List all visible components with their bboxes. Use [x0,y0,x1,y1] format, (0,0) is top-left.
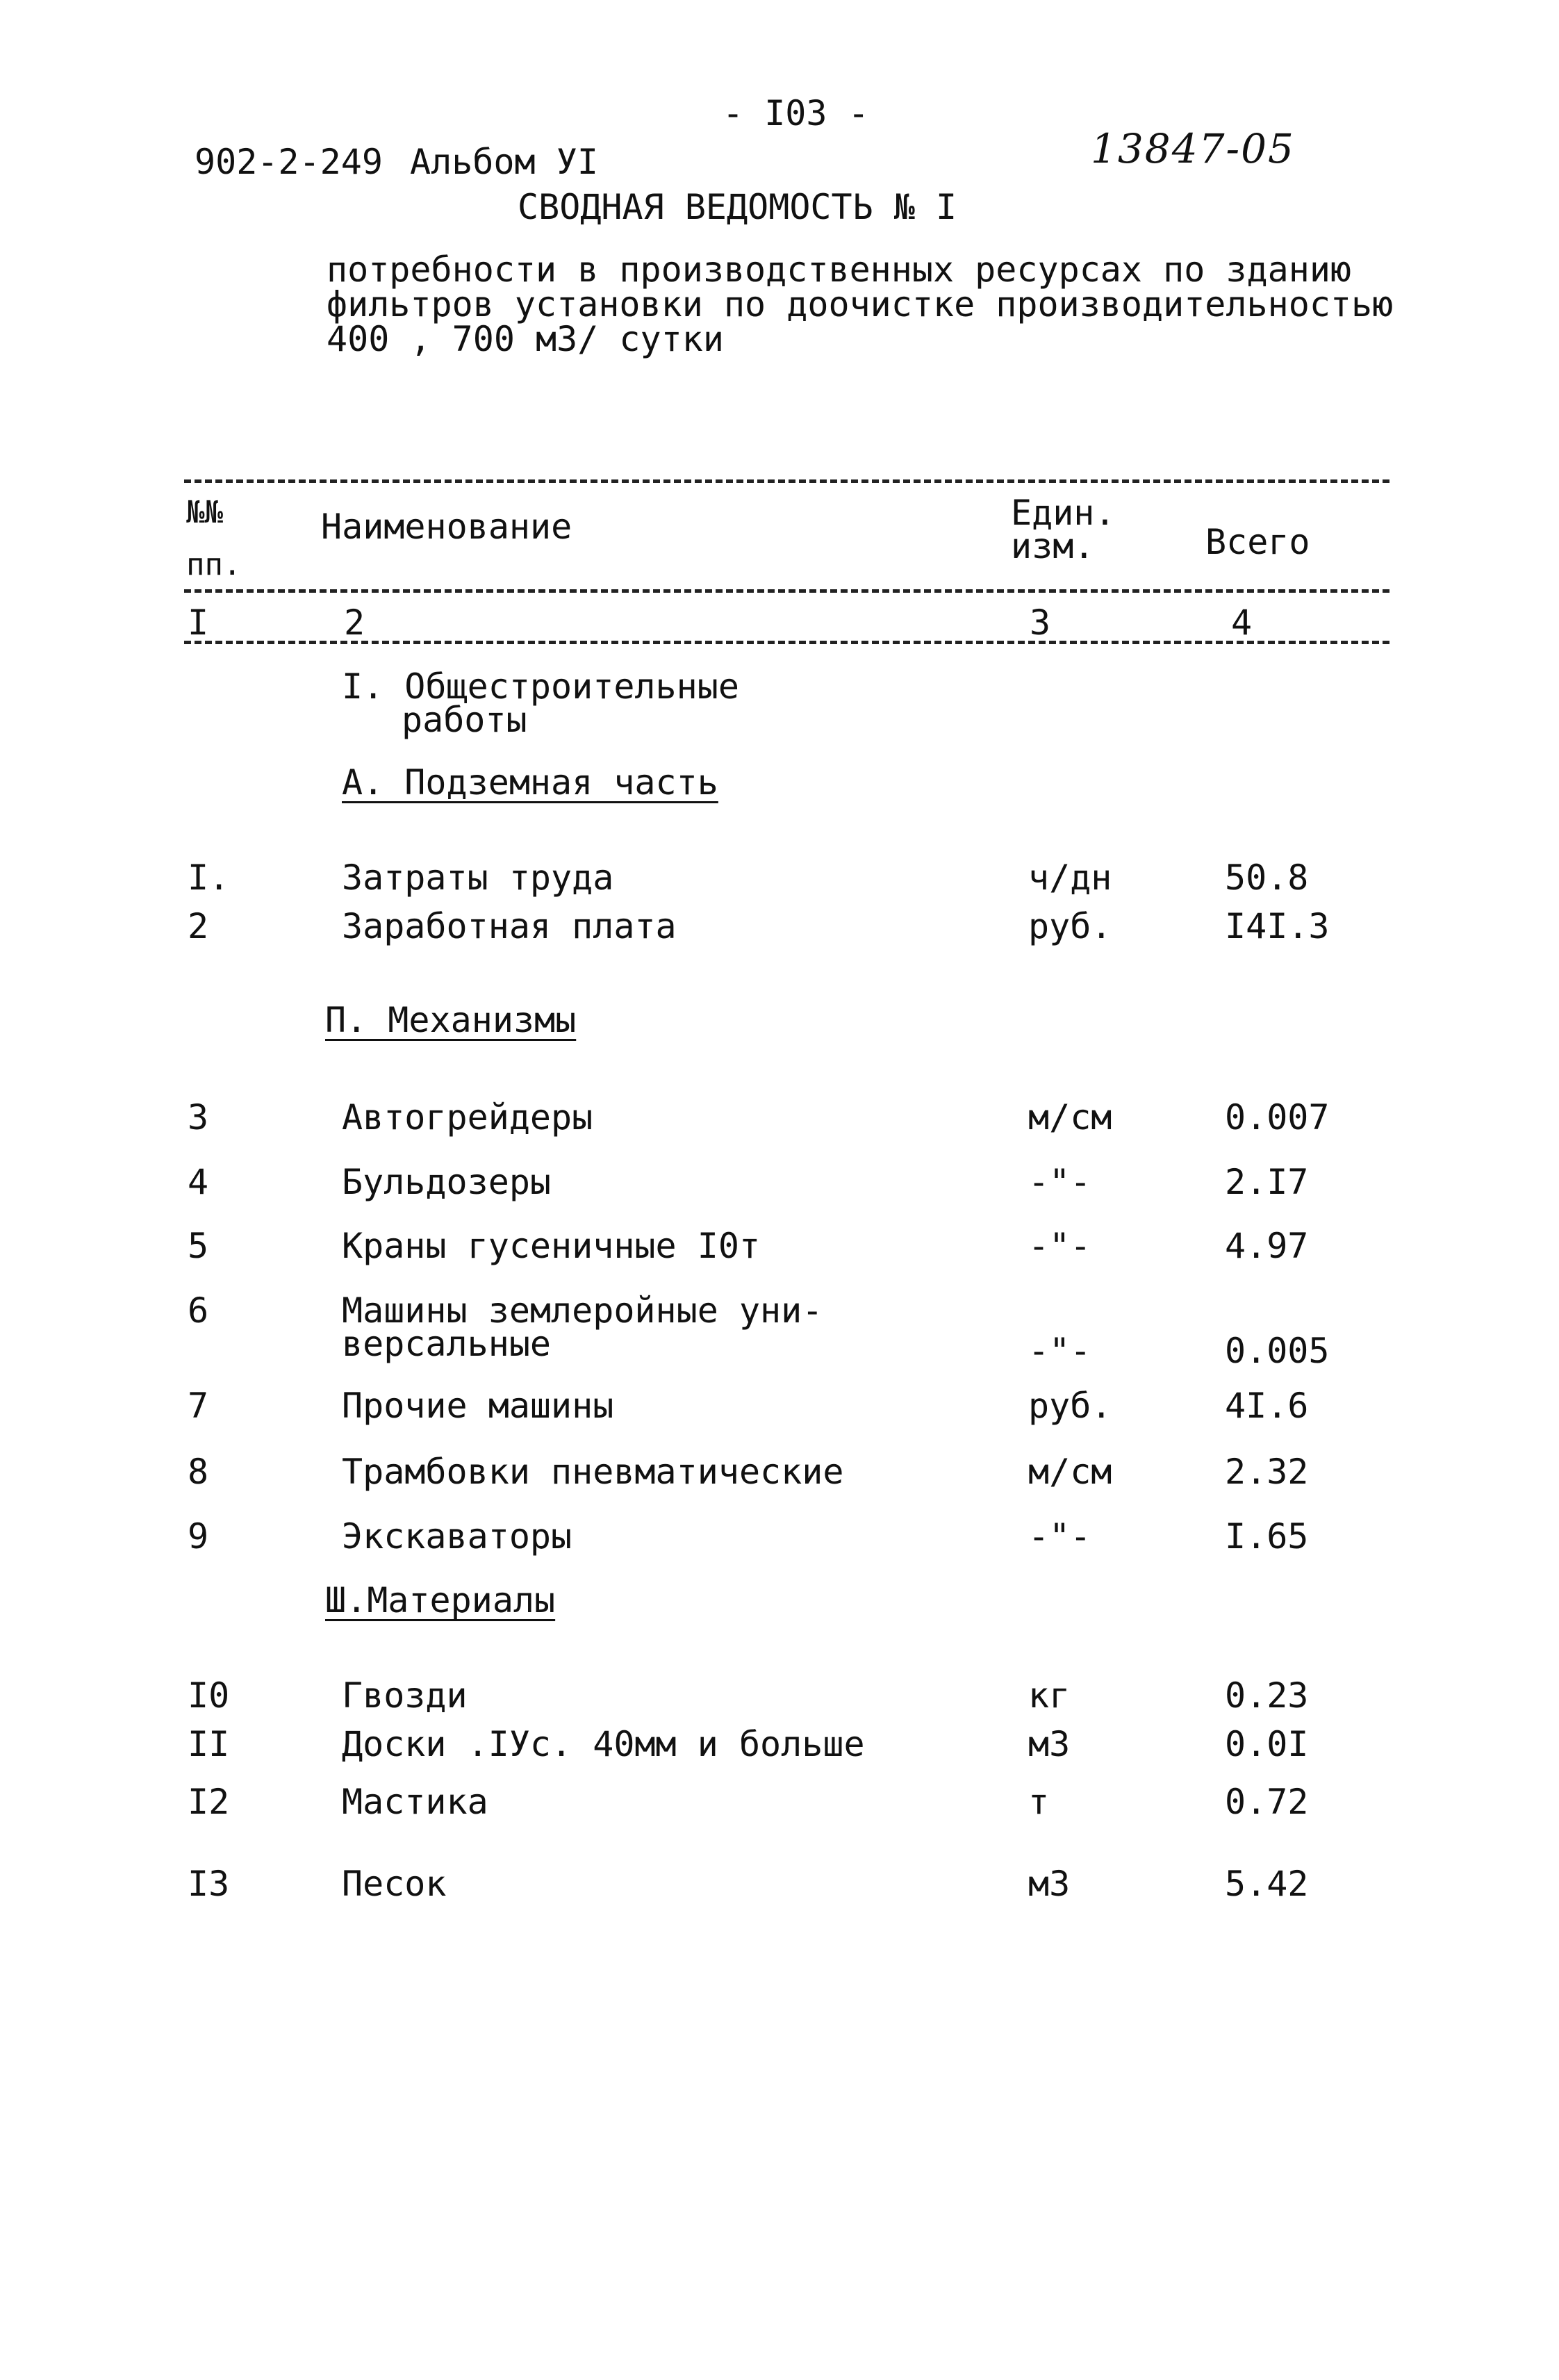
col-header-num-1: №№ [186,495,223,530]
col-header-unit-2: изм. [1011,526,1095,566]
section-3-title: Ш.Материалы [325,1580,556,1620]
row-total: 4I.6 [1225,1386,1309,1426]
row-unit: м/см [1028,1452,1112,1492]
table-row [0,1386,1559,1435]
row-unit: кг [1028,1675,1071,1716]
row-total: 2.I7 [1225,1162,1309,1202]
row-name-cont: версальные [342,1324,552,1364]
subsection-a-title: А. Подземная часть [342,762,718,803]
table-row [0,858,1559,907]
page-number: - I03 - [723,93,869,133]
table-row [0,1676,1559,1725]
row-unit: м3 [1028,1864,1071,1904]
table-row [0,1226,1559,1275]
row-total: I.65 [1225,1516,1309,1557]
table-row [0,1782,1559,1831]
row-unit: ч/дн [1028,857,1112,898]
row-num: 9 [188,1516,209,1557]
row-num: 6 [188,1290,209,1331]
row-num: 4 [188,1162,209,1202]
row-name: Краны гусеничные I0т [342,1226,761,1266]
col-header-num-2: пп. [186,547,242,582]
col-number-3: 3 [1030,602,1051,643]
row-num: 5 [188,1226,209,1266]
col-header-total: Всего [1205,522,1310,562]
row-unit: руб. [1028,1386,1112,1426]
row-name: Затраты труда [342,857,614,898]
table-row [0,1517,1559,1566]
row-total: 50.8 [1225,857,1309,898]
document-code: 902-2-249 [195,142,383,182]
row-num: I2 [188,1782,230,1822]
table-header-rule [184,589,1389,593]
row-unit: -"- [1028,1226,1091,1266]
table-row [0,1098,1559,1147]
row-total: 0.007 [1225,1097,1330,1138]
row-name: Автогрейдеры [342,1097,593,1138]
table-top-rule [184,479,1389,483]
row-unit: -"- [1028,1516,1091,1557]
row-name: Заработная плата [342,906,677,946]
table-row [0,1452,1559,1501]
table-row [0,1163,1559,1211]
row-unit: -"- [1028,1331,1091,1371]
row-name: Песок [342,1864,447,1904]
row-name: Доски .IУс. 40мм и больше [342,1724,865,1764]
row-name: Мастика [342,1782,488,1822]
row-num: I0 [188,1675,230,1716]
col-header-name: Наименование [321,507,572,547]
row-total: 5.42 [1225,1864,1309,1904]
subtitle-line-3: 400 , 700 м3/ сутки [327,319,724,359]
table-row [0,1291,1559,1381]
col-number-4: 4 [1231,602,1253,643]
section-1-title-cont: работы [402,700,527,740]
table-number-rule [184,641,1389,644]
row-num: II [188,1724,230,1764]
row-unit: т [1028,1782,1050,1822]
row-unit: м3 [1028,1724,1071,1764]
col-number-1: I [188,602,209,643]
handwritten-number: 13847-05 [1091,125,1295,172]
row-name: Машины землеройные уни- [342,1290,823,1331]
section-2-title: П. Механизмы [325,1000,577,1040]
row-unit: -"- [1028,1162,1091,1202]
row-name: Прочие машины [342,1386,614,1426]
row-total: I4I.3 [1225,906,1330,946]
album-label: Альбом УI [410,142,598,182]
table-row [0,1864,1559,1913]
subtitle-line-2: фильтров установки по доочистке производительностью [327,284,1394,325]
row-name: Экскаваторы [342,1516,572,1557]
page-title: СВОДНАЯ ВЕДОМОСТЬ № I [518,187,957,227]
row-total: 0.0I [1225,1724,1309,1764]
table-row [0,1725,1559,1773]
row-total: 0.72 [1225,1782,1309,1822]
row-num: I3 [188,1864,230,1904]
row-total: 0.005 [1225,1331,1330,1371]
row-num: 3 [188,1097,209,1138]
section-1-title: I. Общестроительные [342,666,739,707]
col-number-2: 2 [344,602,365,643]
row-name: Гвозди [342,1675,468,1716]
row-name: Трамбовки пневматические [342,1452,844,1492]
row-num: I. [188,857,230,898]
row-name: Бульдозеры [342,1162,552,1202]
row-unit: руб. [1028,906,1112,946]
row-unit: м/см [1028,1097,1112,1138]
row-total: 2.32 [1225,1452,1309,1492]
col-header-unit-1: Един. [1011,493,1116,533]
row-num: 8 [188,1452,209,1492]
row-total: 0.23 [1225,1675,1309,1716]
row-num: 2 [188,906,209,946]
row-num: 7 [188,1386,209,1426]
table-row [0,907,1559,955]
row-total: 4.97 [1225,1226,1309,1266]
subtitle-line-1: потребности в производственных ресурсах по зданию [327,249,1352,290]
